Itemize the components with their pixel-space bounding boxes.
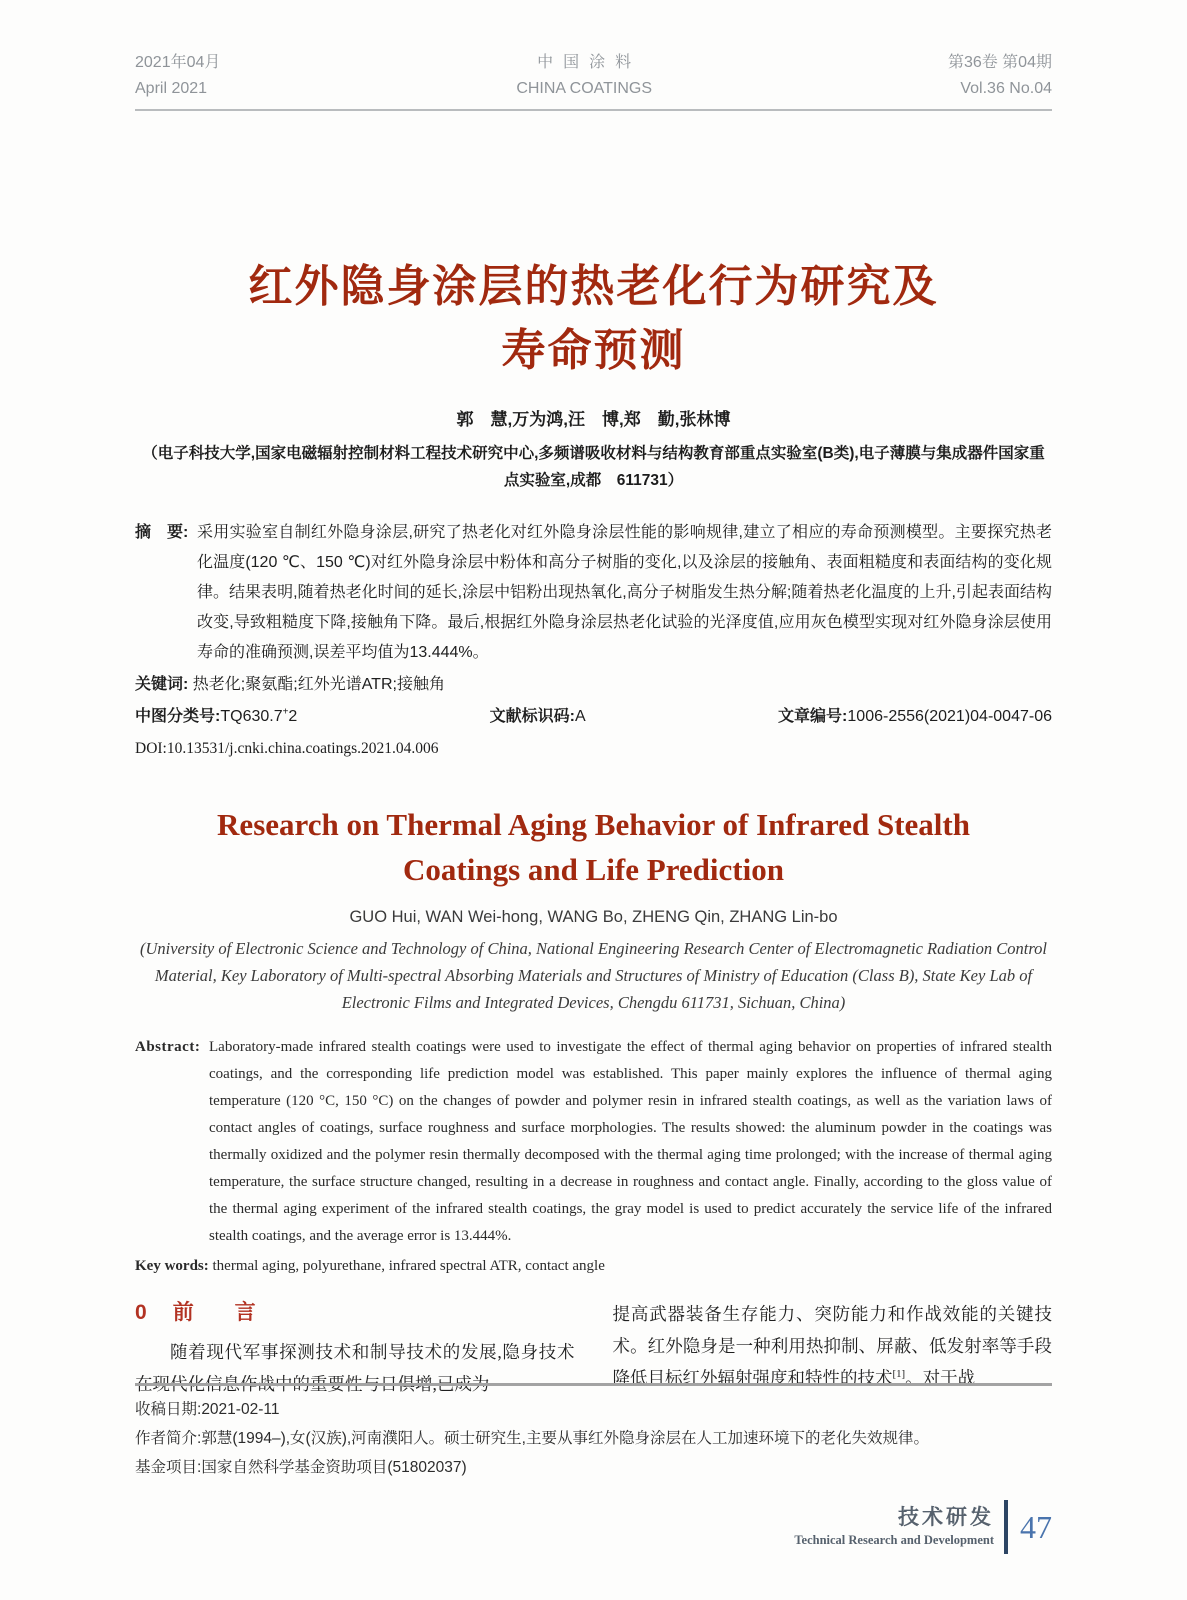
footnote-fund: 基金项目:国家自然科学基金资助项目(51802037) (135, 1459, 467, 1476)
header-date-en: April 2021 (135, 80, 208, 97)
header-journal-name (516, 50, 652, 102)
clc-number: 中图分类号:TQ630.7+2 (135, 706, 298, 725)
page-footer (794, 1500, 1052, 1554)
keywords-text-en: thermal aging, polyurethane, infrared spectral ATR, contact angle (212, 1258, 605, 1274)
authors-cn: 郭 慧,万为鸿,汪 博,郑 勤,张林博 (456, 410, 731, 429)
footer-column-cn: 技术研发 (898, 1506, 994, 1529)
abstract-text-en: Laboratory-made infrared stealth coatings were used to investigate the effect of thermal aging behavior on properties of infrared stealth coatings, and the corresponding life prediction model was established. This paper mainly explores the influence of thermal aging temperature (120 °C, 150 °C) on the changes of powder and polymer resin in infrared stealth coatings, as well as the variation laws of contact angles of coatings, surface roughness and surface morphologies. The results showed: the aluminum powder in the coatings was thermally oxidized and the polymer resin thermally decomposed with the thermal aging time prolonged; with the increase of thermal aging temperature, the surface structure changed, resulting in a decrease in roughness and contact angle. Finally, according to the gloss value of the thermal aging experiment of the infrared stealth coatings, the gray model is used to predict accurately the service life of the infrared stealth coatings, and the average error is 13.444%. (209, 1039, 1052, 1244)
page-number: 47 (1020, 1509, 1052, 1545)
clc-superscript: + (282, 706, 289, 718)
abstract-en (135, 1034, 1052, 1250)
journal-header (135, 0, 1052, 102)
header-issue-date (135, 50, 220, 102)
abstract-cn (135, 518, 1052, 668)
keywords-label-cn: 关键词: (135, 676, 189, 693)
footer-divider-bar (1004, 1500, 1008, 1554)
authors-en: GUO Hui, WAN Wei-hong, WANG Bo, ZHENG Qin, ZHANG Lin-bo (349, 908, 838, 926)
footnotes (135, 1383, 1052, 1482)
body-paragraph-right: 提高武器装备生存能力、突防能力和作战效能的关键技术。红外隐身是一种利用热抑制、屏蔽、低发射率等手段降低目标红外辐射强度和特性的技术[1]。对于战 (612, 1304, 1052, 1388)
title-en-line1: Research on Thermal Aging Behavior of Infrared Stealth (217, 807, 970, 842)
header-divider (135, 109, 1052, 111)
volume-issue-cn: 第36卷 第04期 (947, 54, 1052, 71)
footer-column-en: Technical Research and Development (794, 1533, 994, 1547)
footer-column-name (794, 1505, 994, 1549)
classification-row (135, 702, 1052, 732)
journal-name-cn: 中国涂料 (537, 54, 642, 71)
abstract-text-cn: 采用实验室自制红外隐身涂层,研究了热老化对红外隐身涂层性能的影响规律,建立了相应的寿命预测模型。主要探究热老化温度(120 ℃、150 ℃)对红外隐身涂层中粉体和高分子树脂的变化,以及涂层的接触角、表面粗糙度和表面结构的变化规律。结果表明,随着热老化时间的延长,涂层中铝粉出现热氧化,高分子树脂发生热分解;随着热老化温度的上升,引起表面结构改变,导致粗糙度下降,接触角下降。最后,根据红外隐身涂层热老化试验的光泽度值,应用灰色模型实现对红外隐身涂层使用寿命的准确预测,误差平均值为13.444%。 (197, 524, 1052, 661)
body-paragraph-left: 随着现代军事探测技术和制导技术的发展,隐身技术在现代化信息作战中的重要性与日俱增,已成为 (135, 1342, 575, 1394)
title-cn-line2: 寿命预测 (501, 326, 686, 375)
volume-issue-en: Vol.36 No.04 (960, 80, 1052, 97)
section-0-heading (135, 1298, 575, 1328)
journal-name-en: CHINA COATINGS (516, 80, 653, 97)
header-date-cn: 2021年04月 (135, 54, 221, 71)
abstract-label-en: Abstract: (135, 1039, 201, 1055)
keywords-label-en: Key words: (135, 1258, 209, 1274)
article-title-en (135, 802, 1052, 892)
doi: DOI:10.13531/j.cnki.china.coatings.2021.04.006 (135, 740, 439, 757)
header-volume-issue (948, 50, 1052, 102)
footnote-received: 收稿日期:2021-02-11 (135, 1401, 280, 1418)
title-en-line2: Coatings and Life Prediction (403, 852, 784, 887)
section-0-title: 前 言 (172, 1301, 266, 1324)
keywords-cn (135, 670, 1052, 700)
article-id: 文章编号:1006-2556(2021)04-0047-06 (778, 708, 1052, 725)
abstract-label-cn: 摘 要: (135, 524, 189, 541)
affiliation-cn: （电子科技大学,国家电磁辐射控制材料工程技术研究中心,多频谱吸收材料与结构教育部重点实验室(B类),电子薄膜与集成器件国家重点实验室,成都 611731） (142, 445, 1045, 489)
reference-1-marker: [1] (892, 1368, 906, 1381)
document-code: 文献标识码:A (489, 708, 586, 725)
section-0-number: 0 (135, 1301, 147, 1324)
footnote-author-bio: 作者简介:郭慧(1994–),女(汉族),河南濮阳人。硕士研究生,主要从事红外隐身涂层在人工加速环境下的老化失效规律。 (135, 1430, 929, 1447)
article-title-cn (135, 255, 1052, 383)
title-cn-line1: 红外隐身涂层的热老化行为研究及 (248, 262, 939, 311)
keywords-text-cn: 热老化;聚氨酯;红外光谱ATR;接触角 (192, 676, 445, 693)
keywords-en (135, 1253, 1052, 1280)
affiliation-en: (University of Electronic Science and Technology of China, National Engineering Research Center of Electromagnetic Radiation Control Material, Key Laboratory of Multi-spectral Absorbing Materials and Structures of Ministry of Education (Class B), State Key Lab of Electronic Films and Integrated Devices, Chengdu 611731, Sichuan, China) (139, 939, 1048, 1012)
